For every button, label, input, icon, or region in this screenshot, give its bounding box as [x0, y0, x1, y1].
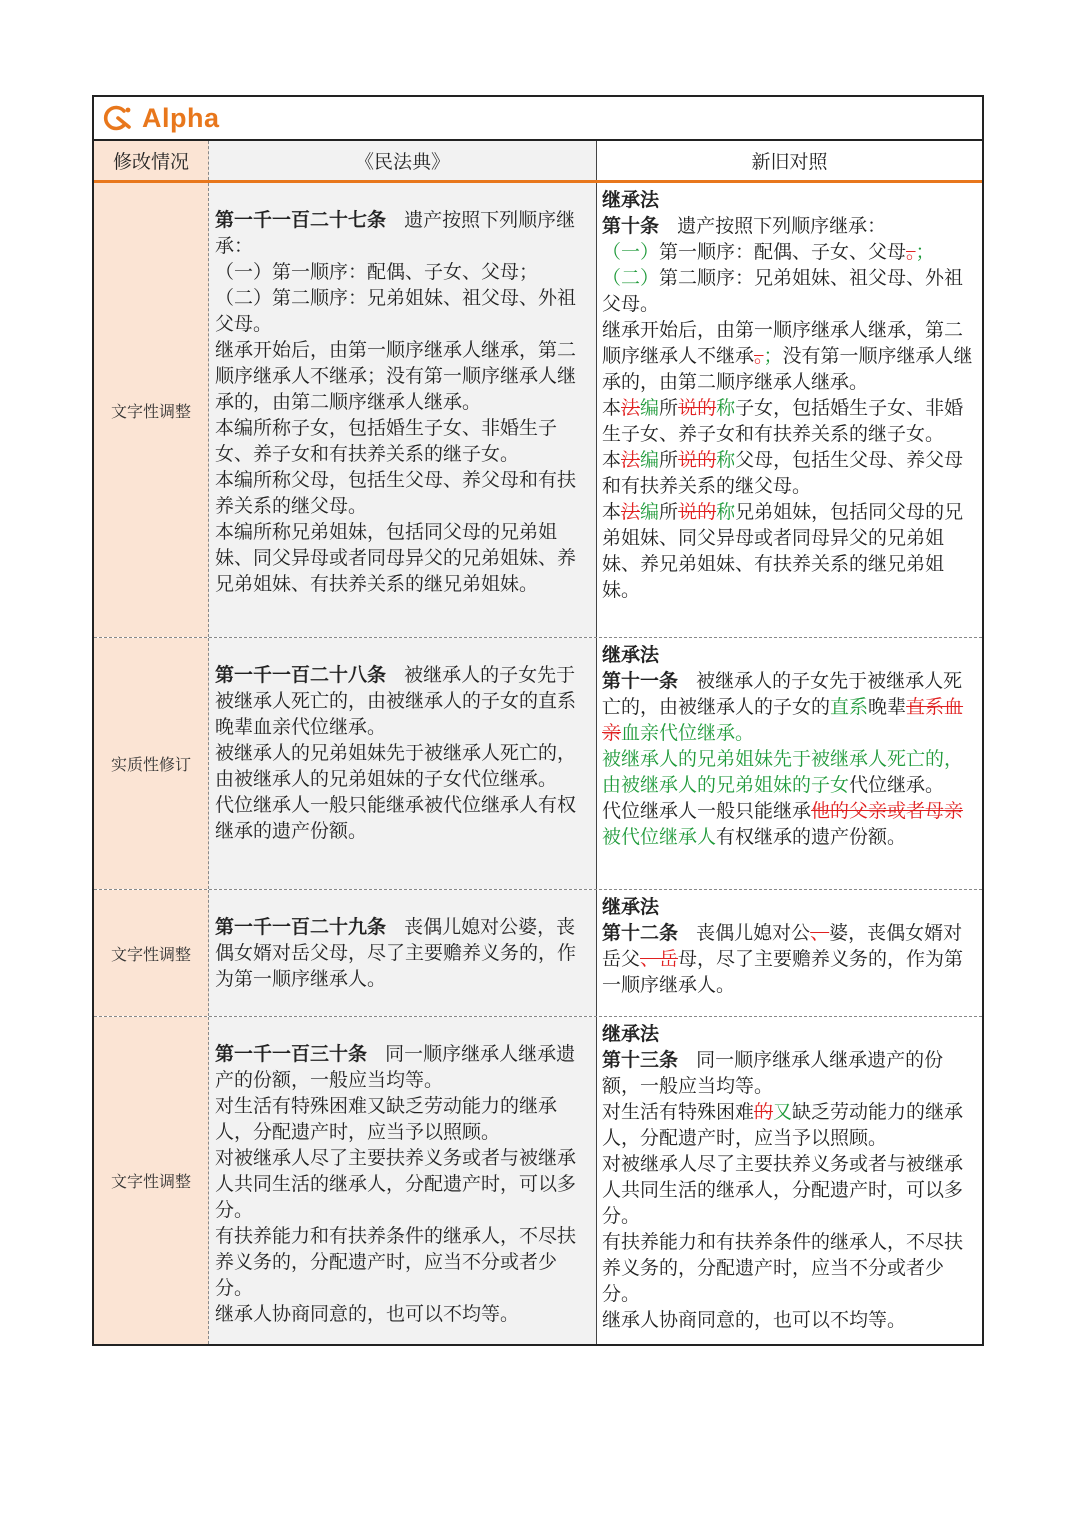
unchanged-text: 所	[659, 397, 679, 419]
deleted-text: 说的	[678, 449, 717, 471]
deleted-text: 他的父亲或者母亲	[811, 800, 964, 822]
comparison-cell	[597, 890, 982, 1016]
unchanged-text: 代位继承人一般只能继承	[602, 800, 812, 822]
unchanged-text: 没有第一顺序继承人继承的，由第二顺序继承人继承。	[602, 345, 973, 393]
article-number: 第一千一百三十条	[215, 1043, 368, 1065]
old-law-title: 继承法	[602, 896, 660, 918]
comparison-paragraph	[602, 317, 979, 395]
comparison-paragraph	[602, 1099, 979, 1151]
table-row	[94, 183, 982, 638]
inserted-text: 编	[640, 397, 660, 419]
civil-code-cell	[209, 183, 597, 637]
comparison-cell	[597, 638, 982, 889]
header-status: 修改情况	[94, 141, 209, 180]
article-text: 同一顺序继承人继承遗产的份额，一般应当均等。	[215, 1043, 576, 1091]
unchanged-text: 子女，包括婚生子女、非婚生子女、养子女和有扶养关系的继子女	[602, 397, 964, 445]
status-cell: 文字性调整	[94, 183, 209, 637]
unchanged-text: 代位继承。	[849, 774, 945, 796]
brand-name: Alpha	[142, 102, 220, 133]
comparison-text	[602, 920, 979, 998]
header-row	[94, 141, 982, 183]
table-row	[94, 890, 982, 1017]
comparison-paragraph	[602, 1307, 979, 1333]
deleted-text: 法	[621, 449, 641, 471]
unchanged-text: 对被继承人尽了主要扶养义务或者与被继承人共同生活的继承人，分配遗产时，可以多分。	[602, 1153, 964, 1227]
article-paragraph: （一）第一顺序：配偶、子女、父母；	[215, 261, 539, 283]
article-paragraph: 本编所称子女，包括婚生子女、非婚生子女、养子女和有扶养关系的继子女。	[215, 417, 558, 465]
unchanged-text: 本	[602, 501, 622, 523]
inserted-text: 被继承人的兄弟姐妹先于被继承人死亡的，由被继承人的兄弟姐妹的子女	[602, 748, 964, 796]
header-comparison: 新旧对照	[597, 141, 982, 180]
article-number: 第一千一百二十七条	[215, 209, 387, 231]
unchanged-text: 兄弟姐妹，包括同父母的兄弟姐妹、同父异母或者同母异父的兄弟姐妹、养兄弟姐妹、有扶养关系的继兄弟姐妹。	[602, 501, 964, 601]
article-paragraph: 被继承人的兄弟姐妹先于被继承人死亡的，由被继承人的兄弟姐妹的子女代位继承。	[215, 742, 577, 790]
unchanged-text: 继承开始后，由第一顺序继承人继承，第二顺序继承人不继承	[602, 319, 964, 367]
old-law-title: 继承法	[602, 644, 660, 666]
unchanged-text: 有扶养能力和有扶养条件的继承人，不尽扶养义务的，分配遗产时，应当不分或者少分。	[602, 1231, 964, 1305]
old-law-title: 继承法	[602, 1023, 660, 1045]
article-paragraph: （二）第二顺序：兄弟姐妹、祖父母、外祖父母。	[215, 287, 577, 335]
article-text: 遗产按照下列顺序继承：	[215, 209, 576, 257]
unchanged-text: 本	[602, 449, 622, 471]
comparison-paragraph	[602, 668, 979, 746]
deleted-text: 。	[754, 345, 764, 367]
old-article-number: 第十二条	[602, 922, 679, 944]
article-number: 第一千一百二十八条	[215, 664, 387, 686]
deleted-text: 、	[810, 922, 830, 944]
comparison-paragraph	[602, 447, 979, 499]
old-article-number: 第十条	[602, 215, 660, 237]
unchanged-text: 有权继承的遗产份额。	[716, 826, 907, 848]
unchanged-text: 同一顺序继承人继承遗产的份额，一般应当均等。	[602, 1049, 944, 1097]
comparison-cell	[597, 183, 982, 637]
article-paragraph	[215, 207, 593, 259]
article-paragraph: 本编所称父母，包括生父母、养父母和有扶养关系的继父母。	[215, 469, 577, 517]
article-paragraph	[215, 662, 593, 740]
comparison-paragraph	[602, 746, 979, 798]
deleted-text: 直系血亲	[602, 696, 964, 744]
status-cell: 文字性调整	[94, 890, 209, 1016]
article-paragraph: 继承开始后，由第一顺序继承人继承，第二顺序继承人不继承；没有第一顺序继承人继承的，由第二顺序继承人继承。	[215, 339, 577, 413]
inserted-text: ；	[763, 345, 783, 367]
unchanged-text: 所	[659, 449, 679, 471]
article-number: 第一千一百二十九条	[215, 916, 387, 938]
unchanged-text: 被继承人的子女先于被继承人死亡的，由被继承人的子女的	[602, 670, 963, 718]
unchanged-text: 父母，包括生父母、养父母和有扶养关系的继父母。	[602, 449, 964, 497]
deleted-text: 法	[621, 501, 641, 523]
comparison-paragraph	[602, 265, 979, 317]
comparison-cell	[597, 1017, 982, 1344]
comparison-table	[92, 95, 984, 1346]
old-law-title: 继承法	[602, 189, 660, 211]
article-text: 丧偶儿媳对公婆，丧偶女婿对岳父母，尽了主要赡养义务的，作为第一顺序继承人。	[215, 916, 577, 990]
inserted-text: 称	[716, 501, 736, 523]
inserted-text: （一）	[602, 241, 660, 263]
comparison-paragraph	[602, 395, 979, 447]
unchanged-text: 继承人协商同意的，也可以不均等。	[602, 1309, 907, 1331]
article-paragraph: 继承人协商同意的，也可以不均等。	[215, 1303, 520, 1325]
inserted-text: 称	[716, 397, 736, 419]
article-paragraph: 本编所称兄弟姐妹，包括同父母的兄弟姐妹、同父异母或者同母异父的兄弟姐妹、养兄弟姐妹、有扶养关系的继兄弟姐妹。	[215, 521, 577, 595]
unchanged-text: 第二顺序：兄弟姐妹、祖父母、外祖父母。	[602, 267, 964, 315]
old-article-number: 第十三条	[602, 1049, 679, 1071]
inserted-text: ；	[915, 241, 935, 263]
inserted-text: 编	[640, 449, 660, 471]
article-paragraph: 有扶养能力和有扶养条件的继承人，不尽扶养义务的，分配遗产时，应当不分或者少分。	[215, 1225, 577, 1299]
inserted-text: 编	[640, 501, 660, 523]
article-paragraph: 代位继承人一般只能继承被代位继承人有权继承的遗产份额。	[215, 794, 577, 842]
deleted-text: 。	[906, 241, 916, 263]
inserted-text: 直系	[830, 696, 869, 718]
unchanged-text: 对生活有特殊困难	[602, 1101, 755, 1123]
unchanged-text: 。	[925, 423, 945, 445]
header-civil-code: 《民法典》	[209, 141, 597, 180]
article-paragraph: 对生活有特殊困难又缺乏劳动能力的继承人，分配遗产时，应当予以照顾。	[215, 1095, 558, 1143]
inserted-text: 被代位继承人	[602, 826, 717, 848]
deleted-text: 法	[621, 397, 641, 419]
comparison-paragraph	[602, 920, 979, 998]
article-paragraph	[215, 1041, 593, 1093]
civil-code-cell	[209, 1017, 597, 1344]
unchanged-text: 所	[659, 501, 679, 523]
comparison-paragraph	[602, 1047, 979, 1099]
comparison-paragraph	[602, 499, 979, 603]
comparison-text	[602, 1047, 979, 1333]
unchanged-text: 本	[602, 397, 622, 419]
unchanged-text: 丧偶儿媳对公	[696, 922, 811, 944]
inserted-text: 血亲代位继承。	[621, 722, 755, 744]
comparison-text	[602, 213, 979, 603]
inserted-text: （二）	[602, 267, 660, 289]
table-row	[94, 1017, 982, 1344]
unchanged-text: 缺乏劳动能力的继承人，分配遗产时，应当予以照顾。	[602, 1101, 964, 1149]
deleted-text: 说的	[678, 501, 717, 523]
comparison-paragraph	[602, 239, 979, 265]
comparison-paragraph	[602, 1151, 979, 1229]
unchanged-text: 婆，丧偶女婿对岳父	[602, 922, 963, 970]
civil-code-cell	[209, 638, 597, 889]
article-paragraph	[215, 914, 593, 992]
old-article-number: 第十一条	[602, 670, 679, 692]
brand-bar	[94, 97, 982, 141]
comparison-paragraph	[602, 1229, 979, 1307]
inserted-text: 称	[716, 449, 736, 471]
article-text: 被继承人的子女先于被继承人死亡的，由被继承人的子女的直系晚辈血亲代位继承。	[215, 664, 577, 738]
deleted-text: 、岳	[640, 948, 679, 970]
alpha-logo-icon	[102, 103, 132, 133]
inserted-text: 又	[773, 1101, 793, 1123]
comparison-paragraph	[602, 798, 979, 850]
unchanged-text: 晚辈	[868, 696, 907, 718]
deleted-text: 说的	[678, 397, 717, 419]
status-cell: 文字性调整	[94, 1017, 209, 1344]
table-row	[94, 638, 982, 890]
status-cell: 实质性修订	[94, 638, 209, 889]
unchanged-text: 遗产按照下列顺序继承：	[677, 215, 887, 237]
article-paragraph: 对被继承人尽了主要扶养义务或者与被继承人共同生活的继承人，分配遗产时，可以多分。	[215, 1147, 577, 1221]
unchanged-text: 母，尽了主要赡养义务的，作为第一顺序继承人。	[602, 948, 964, 996]
comparison-paragraph	[602, 213, 979, 239]
deleted-text: 的	[754, 1101, 774, 1123]
comparison-text	[602, 668, 979, 850]
civil-code-cell	[209, 890, 597, 1016]
unchanged-text: 第一顺序：配偶、子女、父母	[659, 241, 907, 263]
